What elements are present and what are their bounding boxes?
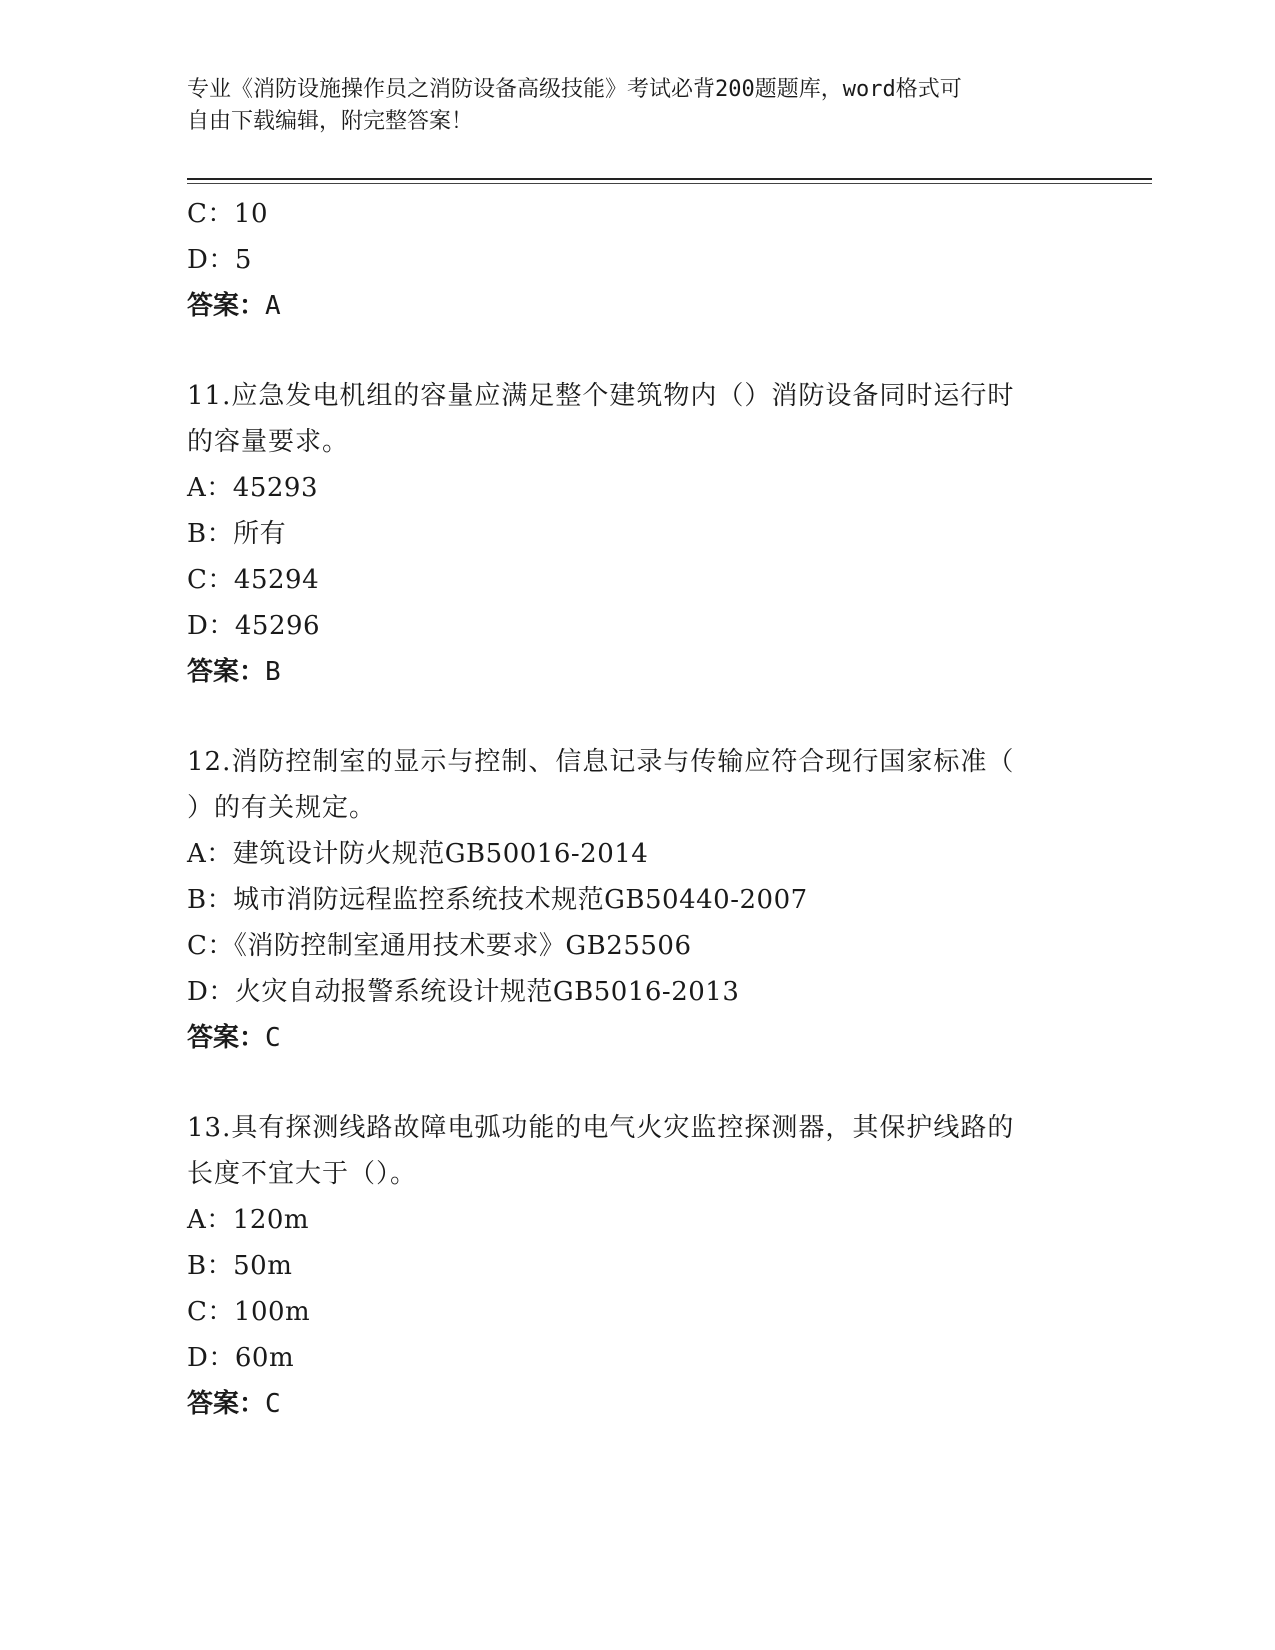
answer-label: 答案：: [187, 291, 266, 321]
option-label: D：: [187, 245, 235, 275]
option-label: C：: [187, 199, 234, 229]
option-b: [187, 877, 1087, 923]
answer-value: B: [265, 657, 281, 687]
option-a: [187, 465, 1087, 511]
header-rule-thin: [187, 183, 1152, 184]
option-text: 建筑设计防火规范GB50016-2014: [232, 839, 649, 869]
option-text: 所有: [233, 519, 287, 549]
answer-line: [187, 1015, 1087, 1061]
option-text: 10: [233, 199, 268, 229]
answer-line: [187, 1381, 1087, 1427]
answer-line: [187, 649, 1087, 695]
answer-label: 答案：: [187, 1389, 266, 1419]
option-text: 45296: [234, 611, 321, 641]
answer-label: 答案：: [187, 657, 266, 687]
option-text: 45294: [233, 565, 320, 595]
answer-value: C: [265, 1389, 281, 1419]
option-label: D：: [187, 977, 235, 1007]
question-stem-cont: 长度不宜大于（）。: [187, 1159, 418, 1189]
option-text: 50m: [233, 1251, 293, 1281]
question-10-tail: [187, 191, 1087, 329]
answer-value: C: [265, 1023, 281, 1053]
option-b: [187, 1243, 1087, 1289]
header-title-line-1: 专业《消防设施操作员之消防设备高级技能》考试必背200题题库，word格式可: [187, 77, 962, 102]
question-stem-cont: ）的有关规定。: [187, 793, 377, 823]
option-text: 100m: [233, 1297, 311, 1327]
option-label: A：: [187, 839, 233, 869]
question-11: [187, 373, 1087, 695]
option-c: [187, 557, 1087, 603]
option-d: [187, 237, 1087, 283]
header-title-line-2: 自由下载编辑，附完整答案！: [187, 109, 474, 134]
question-13: [187, 1105, 1087, 1427]
option-label: B：: [187, 519, 234, 549]
option-label: C：: [187, 565, 234, 595]
option-a: [187, 1197, 1087, 1243]
answer-line: [187, 283, 1087, 329]
option-d: [187, 603, 1087, 649]
header-rule-thick: [187, 178, 1152, 180]
option-text: 《消防控制室通用技术要求》GB25506: [233, 931, 692, 961]
option-label: B：: [187, 885, 234, 915]
option-c: [187, 191, 1087, 237]
answer-label: 答案：: [187, 1023, 266, 1053]
option-a: [187, 831, 1087, 877]
option-text: 5: [234, 245, 252, 275]
option-label: D：: [187, 611, 235, 641]
option-label: D：: [187, 1343, 235, 1373]
document-header: [187, 74, 1067, 138]
option-text: 城市消防远程监控系统技术规范GB50440-2007: [233, 885, 808, 915]
option-label: C：: [187, 1297, 234, 1327]
option-b: [187, 511, 1087, 557]
question-stem: 13.具有探测线路故障电弧功能的电气火灾监控探测器，其保护线路的: [187, 1113, 1015, 1143]
option-text: 120m: [232, 1205, 310, 1235]
option-label: A：: [187, 473, 233, 503]
option-d: [187, 1335, 1087, 1381]
option-label: C：: [187, 931, 234, 961]
option-d: [187, 969, 1087, 1015]
question-stem: 12.消防控制室的显示与控制、信息记录与传输应符合现行国家标准（: [187, 747, 1015, 777]
answer-value: A: [265, 291, 281, 321]
option-text: 火灾自动报警系统设计规范GB5016-2013: [234, 977, 740, 1007]
option-text: 45293: [232, 473, 318, 503]
option-label: A：: [187, 1205, 233, 1235]
option-c: [187, 1289, 1087, 1335]
question-stem: 11.应急发电机组的容量应满足整个建筑物内（）消防设备同时运行时: [187, 381, 1015, 411]
option-c: [187, 923, 1087, 969]
question-12: [187, 739, 1087, 1061]
question-list: [187, 191, 1087, 1427]
option-text: 60m: [234, 1343, 295, 1373]
question-stem-cont: 的容量要求。: [187, 427, 350, 457]
option-label: B：: [187, 1251, 234, 1281]
